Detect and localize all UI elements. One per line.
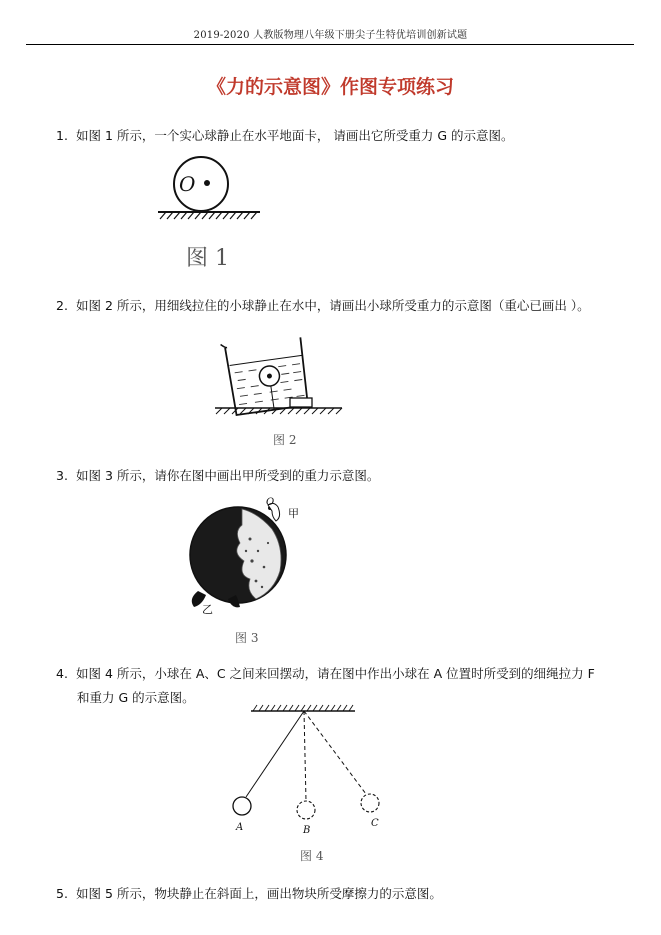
question-3: [56, 466, 379, 486]
ball-center-dot: [204, 180, 210, 186]
question-1: [56, 126, 514, 146]
figure-1: [150, 155, 270, 275]
question-4-continued: 和重力 G 的示意图。: [77, 690, 195, 705]
figure-1-caption: 图 1: [186, 246, 229, 271]
question-text: 如图 4 所示，小球在 A、C 之间来回摆动，请在图中作出小球在 A 位置时所受到的细绳拉力 F: [76, 666, 595, 681]
question-2: [56, 296, 590, 316]
label-c: C: [371, 818, 379, 829]
water-surface: [230, 355, 302, 365]
wedge-block: [290, 398, 312, 407]
ball-a: [233, 797, 251, 815]
question-number: 3.: [56, 468, 68, 483]
ball-c: [361, 794, 379, 812]
thread: [271, 386, 274, 410]
question-number: 2.: [56, 298, 68, 313]
string-c: [304, 711, 366, 794]
question-text: 如图 3 所示，请你在图中画出甲所受到的重力示意图。: [76, 468, 380, 483]
label-jia: 甲: [288, 507, 299, 520]
label-yi: 乙: [202, 603, 213, 616]
question-number: 1.: [56, 128, 68, 143]
figure-4: [225, 700, 390, 870]
string-b: [304, 711, 306, 801]
ground-hatching: [160, 212, 257, 219]
figure-2-caption: 图 2: [273, 433, 297, 447]
figure-3: [180, 495, 320, 650]
figure-2: [210, 330, 350, 450]
page-title: 《力的示意图》作图专项练习: [206, 76, 454, 98]
question-text: 如图 2 所示，用细线拉住的小球静止在水中，请画出小球所受重力的示意图（重心已画出 ）。: [76, 298, 590, 313]
label-o: O: [266, 497, 275, 508]
string-a: [246, 711, 304, 797]
label-a: A: [236, 822, 244, 833]
question-number: 5.: [56, 886, 68, 901]
question-number: 4.: [56, 666, 68, 681]
question-5: [56, 884, 442, 904]
figure-4-caption: 图 4: [300, 849, 324, 863]
figure-3-caption: 图 3: [235, 631, 259, 645]
page-header: 2019-2020 人教版物理八年级下册尖子生特优培训创新试题: [193, 30, 468, 41]
question-text: 如图 5 所示，物块静止在斜面上，画出物块所受摩擦力的示意图。: [76, 886, 442, 901]
header-divider: [26, 44, 634, 45]
ceiling-hatching: [253, 705, 353, 711]
question-4: [56, 664, 595, 684]
label-b: B: [303, 825, 311, 836]
question-text: 如图 1 所示，一个实心球静止在水平地面卡， 请画出它所受重力 G 的示意图。: [76, 128, 514, 143]
ball-b: [297, 801, 315, 819]
ball-center-label: O: [179, 172, 196, 196]
